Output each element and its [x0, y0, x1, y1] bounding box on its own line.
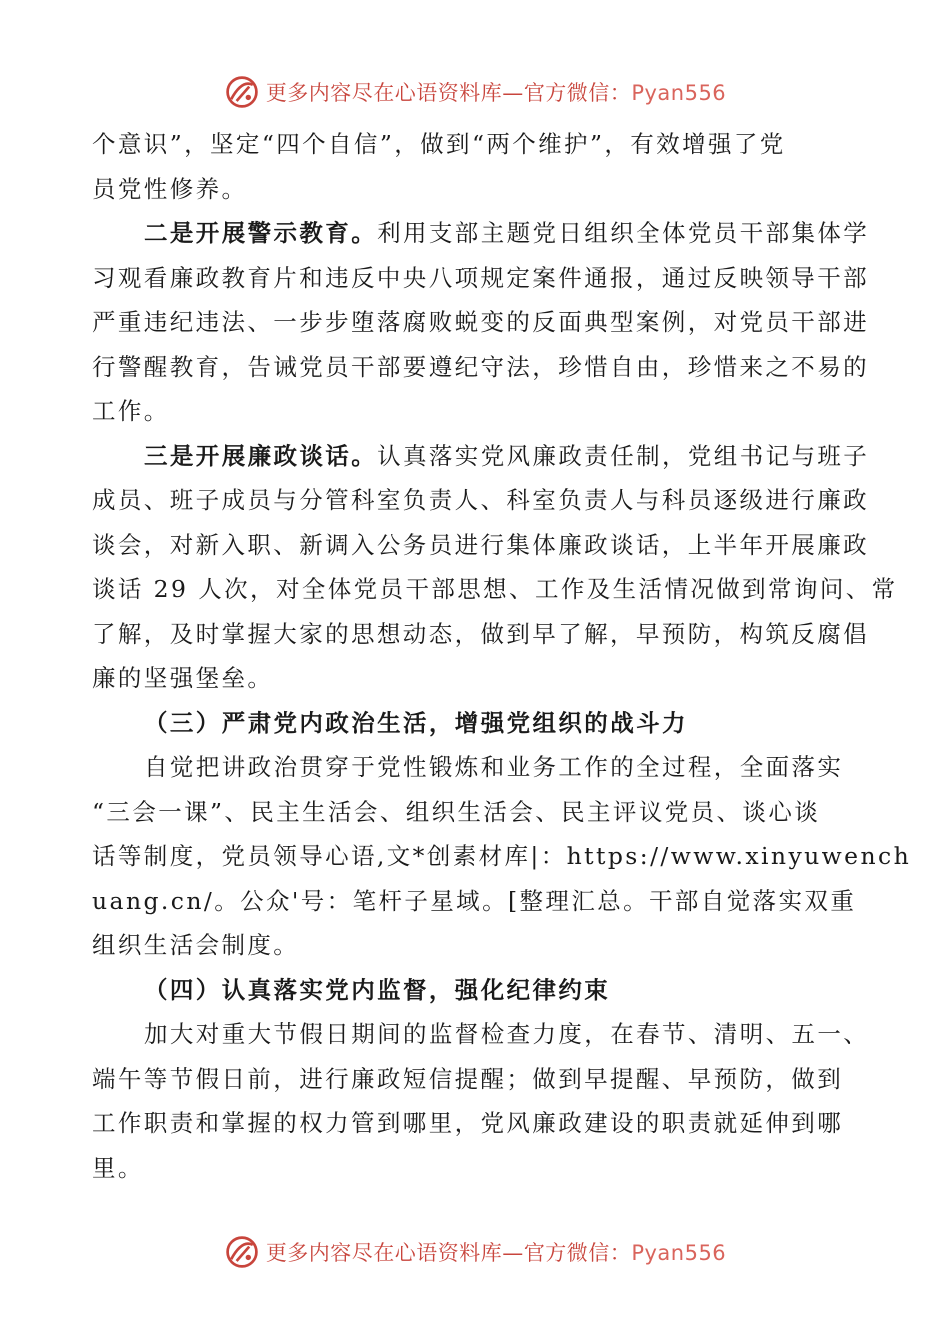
- text-line: [92, 879, 872, 924]
- line-text: 端午等节假日前，进行廉政短信提醒；做到早提醒、早预防，做到: [92, 1064, 844, 1093]
- watermark-wechat-label: 官方微信：: [523, 1241, 632, 1265]
- line-text: 廉的坚强堡垒。: [92, 664, 274, 692]
- brand-logo-icon: [224, 1234, 260, 1270]
- heading-text: （四）认真落实党内监督，强化纪律约束: [144, 975, 611, 1004]
- text-line: [92, 567, 898, 612]
- line-text: 认真落实党风廉政责任制，党组书记与班子: [377, 441, 870, 470]
- line-text: 自觉把讲政治贯穿于党性锻炼和业务工作的全过程，全面落实: [144, 753, 844, 781]
- line-text: 谈话 29 人次，对全体党员干部思想、工作及生活情况做到常询问、常: [92, 575, 898, 603]
- line-text: 工作职责和掌握的权力管到哪里，党风廉政建设的职责就延伸到哪: [92, 1109, 844, 1137]
- text-line: [92, 345, 872, 390]
- line-text: 组织生活会制度。: [92, 931, 300, 959]
- line-text: 严重违纪违法、一步步堕落腐败蜕变的反面典型案例，对党员干部进: [92, 308, 869, 336]
- watermark-text: 更多内容尽在心语资料库—: [265, 1241, 524, 1265]
- text-line: [92, 923, 872, 968]
- text-line: [92, 256, 872, 301]
- section-heading: [92, 968, 872, 1013]
- brand-logo-icon: [224, 74, 260, 110]
- text-line: [92, 745, 872, 790]
- heading-text: （三）严肃党内政治生活，增强党组织的战斗力: [144, 708, 688, 737]
- line-text: 了解，及时掌握大家的思想动态，做到早了解，早预防，构筑反腐倡: [92, 619, 869, 648]
- line-text: 话等制度，党员领导心语,文*创素材库|：https://www.xinyuwench: [92, 842, 912, 870]
- line-text: 里。: [92, 1153, 144, 1182]
- watermark-header: [0, 72, 950, 112]
- watermark-wechat-id: Pyan556: [631, 81, 727, 105]
- lead-phrase: 二是开展警示教育。: [144, 219, 378, 247]
- line-text: 成员、班子成员与分管科室负责人、科室负责人与科员逐级进行廉政: [92, 486, 869, 514]
- line-text: 员党性修养。: [92, 174, 248, 203]
- document-body: [92, 122, 912, 1190]
- text-line: [92, 211, 872, 256]
- text-line: [92, 478, 872, 523]
- text-line: [92, 790, 872, 835]
- watermark-footer: [0, 1232, 950, 1272]
- text-line: [92, 1057, 872, 1102]
- text-line: [92, 167, 872, 212]
- text-line: [92, 656, 872, 701]
- text-line: [92, 300, 872, 345]
- text-line: [92, 122, 872, 167]
- line-text: 工作。: [92, 397, 170, 425]
- line-text: 个意识”，坚定“四个自信”，做到“两个维护”，有效增强了党: [92, 130, 786, 158]
- line-text: 谈会，对新入职、新调入公务员进行集体廉政谈话，上半年开展廉政: [92, 530, 869, 559]
- line-text: 习观看廉政教育片和违反中央八项规定案件通报，通过反映领导干部: [92, 263, 869, 292]
- line-text: 利用支部主题党日组织全体党员干部集体学: [377, 219, 870, 247]
- line-text: “三会一课”、民主生活会、组织生活会、民主评议党员、谈心谈: [92, 797, 821, 826]
- section-heading: [92, 701, 872, 746]
- lead-phrase: 三是开展廉政谈话。: [144, 441, 378, 470]
- text-line: [92, 434, 872, 479]
- line-text: 行警醒教育，告诫党员干部要遵纪守法，珍惜自由，珍惜来之不易的: [92, 352, 869, 381]
- watermark-text: 更多内容尽在心语资料库—: [265, 81, 524, 105]
- text-line: [92, 1012, 872, 1057]
- text-line: [92, 612, 872, 657]
- text-line: [92, 834, 912, 879]
- text-line: [92, 1146, 872, 1191]
- text-line: [92, 523, 872, 568]
- watermark-wechat-id: Pyan556: [631, 1241, 727, 1265]
- line-text: uang.cn/。公众'号：笔杆子星域。[整理汇总。干部自觉落实双重: [92, 886, 857, 915]
- text-line: [92, 1101, 872, 1146]
- watermark-wechat-label: 官方微信：: [523, 81, 632, 105]
- text-line: [92, 389, 872, 434]
- line-text: 加大对重大节假日期间的监督检查力度，在春节、清明、五一、: [144, 1020, 870, 1048]
